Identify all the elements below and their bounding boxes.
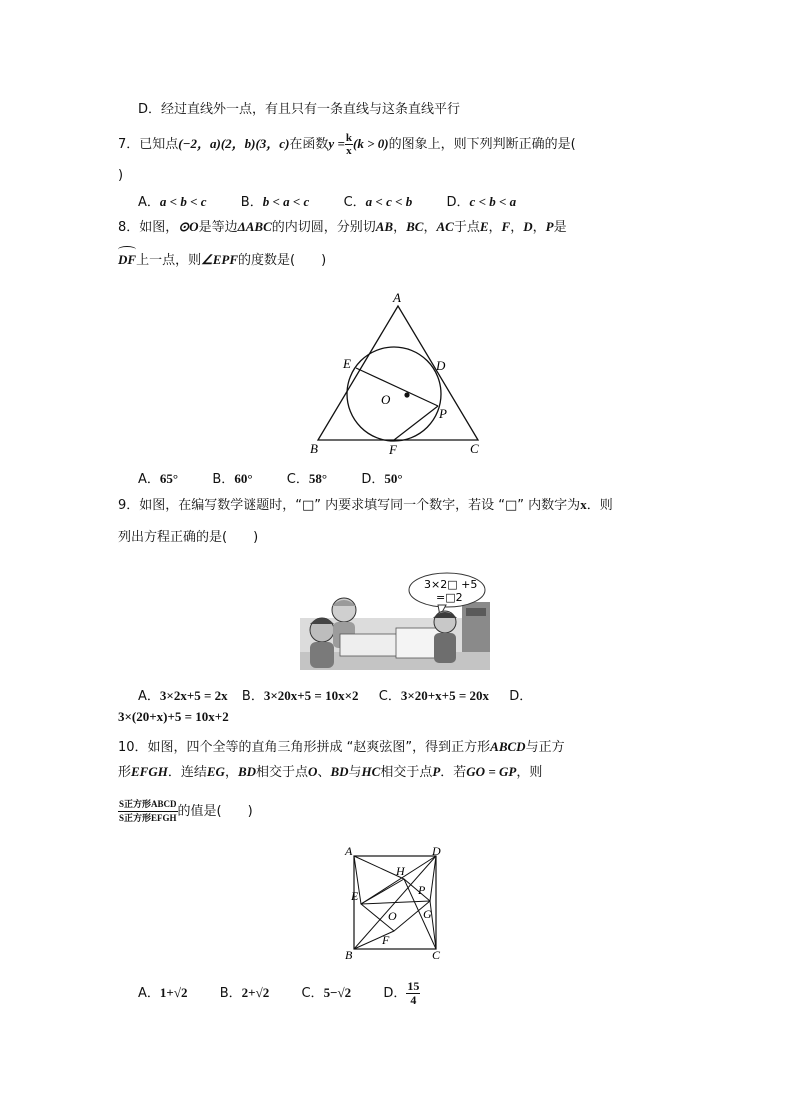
q7-stem xyxy=(118,132,576,157)
q7-opt-c: a < c < b xyxy=(365,194,413,209)
q8-sep4: ， xyxy=(510,220,524,235)
q7-options xyxy=(138,192,516,213)
q9-opt-c-label: C． xyxy=(378,689,401,704)
q9-opt-b: 3×20x+5 = 10x×2 xyxy=(263,688,359,703)
q10-opt-c-label: C． xyxy=(301,986,324,1001)
q8-opt-d-label: D． xyxy=(361,472,385,487)
q10-opt-b-label: B． xyxy=(219,986,242,1001)
q7-mid: 在函数 xyxy=(289,137,329,152)
q6-option-d: D．经过直线外一点，有且只有一条直线与这条直线平行 xyxy=(138,102,461,117)
q8-opt-c: 58° xyxy=(308,471,328,486)
q8-incircle xyxy=(347,347,441,441)
q9-x: x xyxy=(580,497,587,512)
q8-sep3: ， xyxy=(488,220,502,235)
q7-opt-a: a < b < c xyxy=(159,194,207,209)
q8-text-f: 上一点，则 xyxy=(136,253,202,268)
q8-label-p: P xyxy=(439,406,447,421)
q8-label-b: B xyxy=(310,441,318,456)
q8-bc: BC xyxy=(406,219,424,234)
q10-label-p: P xyxy=(418,883,426,897)
q8-label-e: E xyxy=(343,356,351,371)
q10-label-d: D xyxy=(432,845,441,858)
q8-opt-c-label: C． xyxy=(286,472,309,487)
q7-points: (−2，a)(2，b)(3，c) xyxy=(178,136,290,151)
q10-label-c: C xyxy=(432,948,441,962)
q8-ac: AC xyxy=(436,219,454,234)
q8-text-e: 是 xyxy=(553,220,567,235)
q9-opt-b-label: B． xyxy=(241,689,264,704)
q8-p: P xyxy=(545,219,554,234)
q7-cond: (k > 0) xyxy=(352,136,389,151)
q8-sep1: ， xyxy=(393,220,407,235)
q10-bd2: BD xyxy=(330,764,349,779)
q9-opt-c: 3×20+x+5 = 20x xyxy=(400,688,489,703)
q9-text-b: ．则 xyxy=(586,498,613,513)
q8-angle: ∠EPF xyxy=(201,252,239,267)
q10-efgh: EFGH xyxy=(131,764,168,779)
q8-text-d: 于点 xyxy=(453,220,480,235)
q9-opt-a: 3×2x+5 = 2x xyxy=(159,688,228,703)
q8-figure xyxy=(300,288,500,460)
q9-opt-a-label: A． xyxy=(138,689,160,704)
q7-opt-a-label: A． xyxy=(138,195,160,210)
q8-label-f: F xyxy=(389,442,397,457)
q8-text-a: 8．如图， xyxy=(118,220,179,235)
q8-label-o: O xyxy=(381,392,391,407)
q10-o: O xyxy=(308,764,318,779)
q10-text-k: ，则 xyxy=(516,765,543,780)
q10-bd: BD xyxy=(237,764,257,779)
q10-label-g: G xyxy=(423,907,432,921)
q10-figure xyxy=(340,845,452,965)
q7-opt-d-label: D． xyxy=(446,195,470,210)
q9-stem-line2: 列出方程正确的是( ) xyxy=(118,530,259,545)
q10-opt-d-den: 4 xyxy=(410,993,417,1007)
q10-abcd: ABCD xyxy=(490,739,526,754)
q9-opt-d: 3×(20+x)+5 = 10x+2 xyxy=(118,709,229,724)
q8-f: F xyxy=(501,219,511,234)
q10-fraction xyxy=(118,798,178,825)
q7-frac-num: k xyxy=(345,132,352,144)
q10-opt-c: 5−√2 xyxy=(323,985,352,1000)
q9-shelf-books xyxy=(466,608,486,616)
q8-opt-b: 60° xyxy=(234,471,253,486)
q7-fraction xyxy=(345,132,353,157)
q8-circle: ⊙O xyxy=(178,219,199,234)
q10-text-f: 相交于点 xyxy=(256,765,309,780)
q10-label-h: H xyxy=(396,864,405,878)
q10-p: P xyxy=(432,764,441,779)
q10-stem-line1 xyxy=(118,737,565,758)
q10-text-a: 10．如图，四个全等的直角三角形拼成 “赵爽弦图”，得到正方形 xyxy=(118,740,491,755)
q10-hc: HC xyxy=(361,764,381,779)
q9-desk-left xyxy=(340,634,400,656)
q8-opt-d: 50° xyxy=(384,471,403,486)
q8-stem-line1 xyxy=(118,217,567,238)
q9-opt-d-label: D． xyxy=(509,689,533,704)
q9-student-left-body xyxy=(310,642,334,668)
q9-illustration xyxy=(300,572,492,672)
q10-text-j: ．若 xyxy=(440,765,467,780)
q8-triangle: ΔABC xyxy=(237,219,272,234)
q8-sep2: ， xyxy=(423,220,437,235)
q10-eg: EG xyxy=(206,764,225,779)
q7-opt-b: b < a < c xyxy=(262,194,310,209)
q8-ab: AB xyxy=(375,219,394,234)
q10-label-a: A xyxy=(345,845,353,858)
q10-stem-line3 xyxy=(118,798,253,825)
q7-frac-den: x xyxy=(346,145,352,157)
q9-student-right-hair xyxy=(433,612,457,618)
q7-suffix: 的图象上，则下列判断正确的是( xyxy=(388,137,576,152)
q10-line-dg xyxy=(430,856,436,901)
q10-text-h: 与 xyxy=(348,765,362,780)
q10-label-o: O xyxy=(388,909,397,923)
q8-segment-ep xyxy=(356,368,438,406)
q10-stem-line2 xyxy=(118,762,542,783)
q10-label-b: B xyxy=(345,948,353,962)
q7-opt-b-label: B． xyxy=(240,195,263,210)
q8-stem-line2 xyxy=(118,250,326,271)
q10-text-g: 、 xyxy=(317,765,331,780)
q7-prefix: 7．已知点 xyxy=(118,137,179,152)
q8-opt-a: 65° xyxy=(159,471,179,486)
q10-opt-a: 1+√2 xyxy=(159,985,188,1000)
q10-opt-d-label: D． xyxy=(383,986,407,1001)
q8-arc: DF xyxy=(118,250,136,270)
q10-opt-d-num: 15 xyxy=(407,979,420,993)
q9-bubble-line2: =□2 xyxy=(436,591,463,604)
q10-label-f: F xyxy=(382,933,390,947)
q7-opt-c-label: C． xyxy=(343,195,366,210)
q8-center-dot xyxy=(404,392,409,397)
q8-opt-b-label: B． xyxy=(212,472,235,487)
q10-text-c: 形 xyxy=(118,765,132,780)
q10-label-e: E xyxy=(351,889,359,903)
q10-text-i: 相交于点 xyxy=(380,765,433,780)
q8-label-c: C xyxy=(470,441,479,456)
q7-close: ) xyxy=(118,168,124,183)
q8-opt-a-label: A． xyxy=(138,472,160,487)
q9-student-right-body xyxy=(434,633,456,663)
q10-text-d: ．连结 xyxy=(167,765,207,780)
q8-e: E xyxy=(479,219,489,234)
q7-opt-d: c < b < a xyxy=(469,194,517,209)
q8-triangle-shape xyxy=(318,306,478,440)
q10-options xyxy=(138,980,420,1007)
q8-text-b: 是等边 xyxy=(198,220,238,235)
q10-text-b: 与正方 xyxy=(525,740,565,755)
q10-frac-num: S正方形ABCD xyxy=(118,798,178,812)
q10-frac-den: S正方形EFGH xyxy=(119,813,177,823)
q8-label-a: A xyxy=(393,290,401,305)
q8-text-g: 的度数是( ) xyxy=(238,253,327,268)
q8-sep5: ， xyxy=(532,220,546,235)
q8-label-d: D xyxy=(436,358,446,373)
q7-func-y: y = xyxy=(328,136,345,151)
q10-text-l: 的值是( ) xyxy=(177,804,253,819)
q9-options xyxy=(138,686,532,707)
q9-text-a: 9．如图，在编写数学谜题时，“□” 内要求填写同一个数字，若设 “□” 内数字为 xyxy=(118,498,581,513)
q10-opt-a-label: A． xyxy=(138,986,160,1001)
q10-text-e: ， xyxy=(224,765,238,780)
q8-options xyxy=(138,469,403,490)
q9-bubble-line1: 3×2□ +5 xyxy=(424,578,478,591)
q10-cond: GO = GP xyxy=(466,764,517,779)
q8-d: D xyxy=(523,219,533,234)
q10-opt-b: 2+√2 xyxy=(241,985,270,1000)
q10-opt-d-fraction xyxy=(406,980,420,1007)
q8-text-c: 的内切圆，分别切 xyxy=(271,220,376,235)
q9-stem-line1 xyxy=(118,495,613,516)
